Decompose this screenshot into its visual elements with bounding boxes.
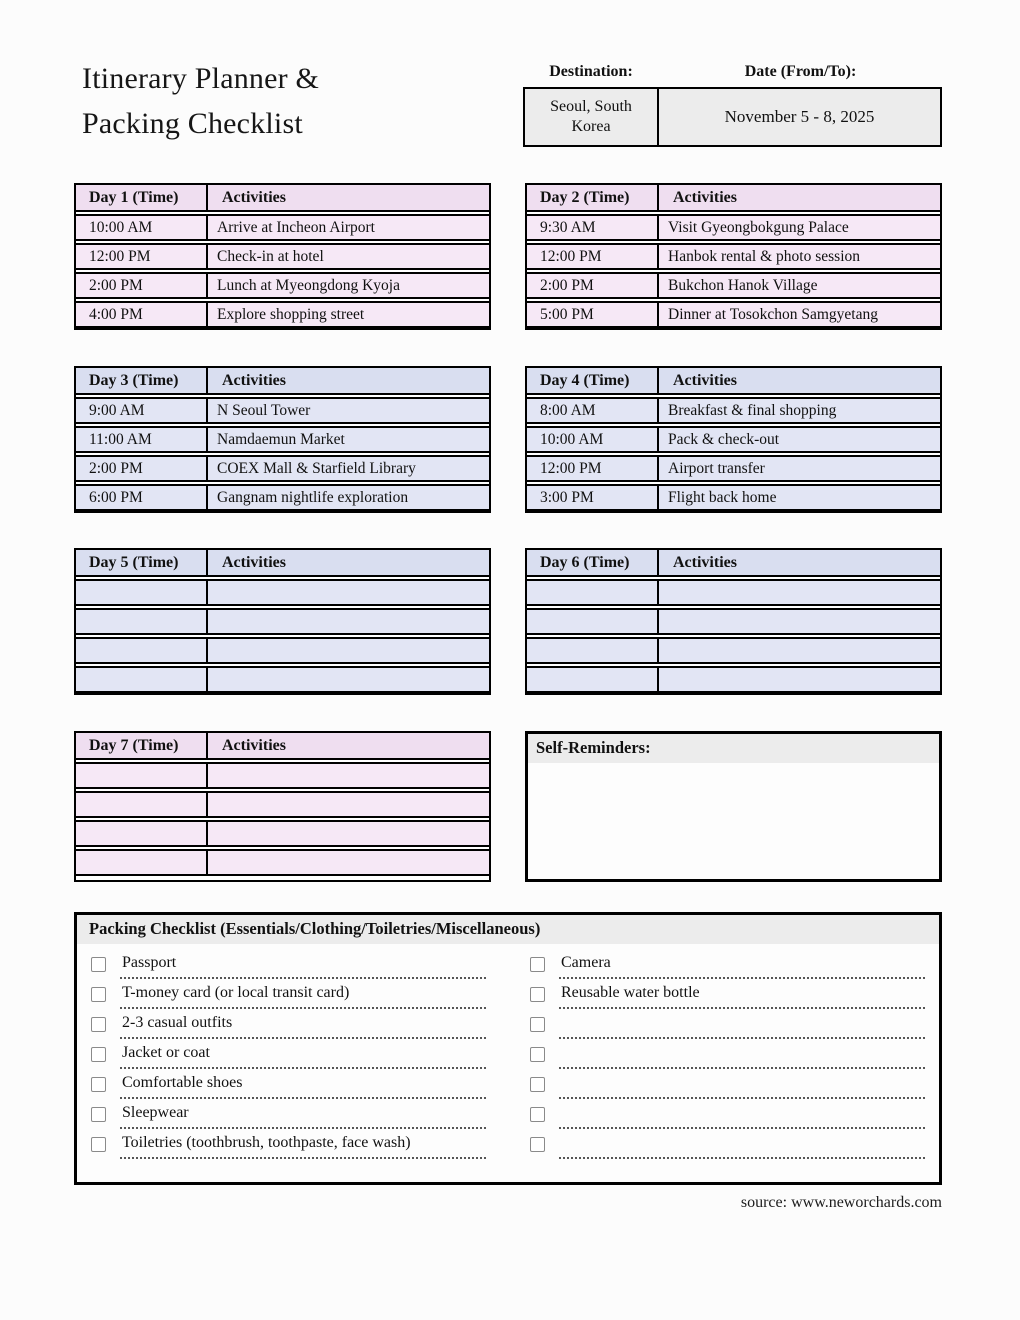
table-row bbox=[76, 820, 489, 847]
table-row bbox=[76, 426, 489, 453]
checkbox-icon[interactable] bbox=[91, 957, 106, 972]
table-row bbox=[76, 849, 489, 876]
table-row bbox=[76, 243, 489, 270]
date-value: November 5 - 8, 2025 bbox=[724, 107, 875, 126]
table-row bbox=[76, 762, 489, 789]
checkbox-icon[interactable] bbox=[530, 987, 545, 1002]
day-2-header-row bbox=[527, 185, 940, 212]
empty-activity-cell[interactable] bbox=[208, 851, 489, 874]
activity-cell: Bukchon Hanok Village bbox=[659, 274, 940, 297]
empty-activity-cell[interactable] bbox=[659, 668, 940, 691]
time-cell: 2:00 PM bbox=[76, 457, 208, 480]
packing-left-column bbox=[91, 949, 486, 1159]
empty-activity-cell[interactable] bbox=[208, 793, 489, 816]
list-item bbox=[91, 1039, 486, 1069]
empty-time-cell[interactable] bbox=[76, 668, 208, 691]
activity-cell: Check-in at hotel bbox=[208, 245, 489, 268]
day-5-header-row bbox=[76, 550, 489, 577]
empty-time-cell[interactable] bbox=[76, 764, 208, 787]
activities-header: Activities bbox=[659, 368, 940, 393]
checklist-item-label: 2-3 casual outfits bbox=[120, 1009, 486, 1039]
table-row bbox=[76, 666, 489, 693]
activity-cell: Gangnam nightlife exploration bbox=[208, 486, 489, 509]
list-item bbox=[91, 979, 486, 1009]
day-6-table bbox=[525, 548, 942, 695]
empty-activity-cell[interactable] bbox=[659, 610, 940, 633]
table-row bbox=[76, 637, 489, 664]
self-reminders-label: Self-Reminders: bbox=[528, 734, 939, 763]
day-2-title: Day 2 (Time) bbox=[527, 185, 659, 210]
empty-time-cell[interactable] bbox=[527, 639, 659, 662]
checkbox-icon[interactable] bbox=[91, 1017, 106, 1032]
destination-label: Destination: bbox=[549, 63, 633, 80]
time-cell: 12:00 PM bbox=[527, 457, 659, 480]
table-row bbox=[527, 272, 940, 299]
time-cell: 9:00 AM bbox=[76, 399, 208, 422]
day-6-title: Day 6 (Time) bbox=[527, 550, 659, 575]
time-cell: 11:00 AM bbox=[76, 428, 208, 451]
checklist-item-label: Sleepwear bbox=[120, 1099, 486, 1129]
activity-cell: Visit Gyeongbokgung Palace bbox=[659, 216, 940, 239]
trip-info-labels bbox=[523, 63, 942, 81]
day-3-title: Day 3 (Time) bbox=[76, 368, 208, 393]
activity-cell: Dinner at Tosokchon Samgyetang bbox=[659, 303, 940, 326]
empty-activity-cell[interactable] bbox=[659, 639, 940, 662]
destination-value: Seoul, South Korea bbox=[525, 89, 659, 145]
checklist-item-label: Comfortable shoes bbox=[120, 1069, 486, 1099]
source-credit: source: www.neworchards.com bbox=[740, 1194, 942, 1211]
empty-activity-cell[interactable] bbox=[659, 581, 940, 604]
empty-time-cell[interactable] bbox=[76, 851, 208, 874]
list-item bbox=[530, 1129, 925, 1159]
time-cell: 12:00 PM bbox=[527, 245, 659, 268]
checklist-item-label: Reusable water bottle bbox=[559, 979, 925, 1009]
date-label: Date (From/To): bbox=[744, 63, 857, 80]
table-row bbox=[76, 214, 489, 241]
activity-cell: Arrive at Incheon Airport bbox=[208, 216, 489, 239]
time-cell: 9:30 AM bbox=[527, 216, 659, 239]
checkbox-icon[interactable] bbox=[91, 987, 106, 1002]
list-item bbox=[530, 979, 925, 1009]
day-4-title: Day 4 (Time) bbox=[527, 368, 659, 393]
day-4-table bbox=[525, 366, 942, 513]
list-item bbox=[91, 1069, 486, 1099]
checklist-blank-line[interactable] bbox=[559, 1129, 925, 1159]
activity-cell: COEX Mall & Starfield Library bbox=[208, 457, 489, 480]
list-item bbox=[530, 1009, 925, 1039]
day-6-header-row bbox=[527, 550, 940, 577]
table-row bbox=[527, 397, 940, 424]
empty-activity-cell[interactable] bbox=[208, 822, 489, 845]
table-row bbox=[76, 272, 489, 299]
day-5-title: Day 5 (Time) bbox=[76, 550, 208, 575]
list-item bbox=[91, 949, 486, 979]
packing-right-column bbox=[530, 949, 925, 1159]
activities-header: Activities bbox=[208, 185, 489, 210]
table-row bbox=[76, 301, 489, 328]
time-cell: 4:00 PM bbox=[76, 303, 208, 326]
checklist-item-label: Toiletries (toothbrush, toothpaste, face wash) bbox=[120, 1129, 486, 1159]
time-cell: 10:00 AM bbox=[527, 428, 659, 451]
activity-cell: Pack & check-out bbox=[659, 428, 940, 451]
activities-header: Activities bbox=[208, 733, 489, 758]
time-cell: 12:00 PM bbox=[76, 245, 208, 268]
empty-activity-cell[interactable] bbox=[208, 764, 489, 787]
checkbox-icon[interactable] bbox=[530, 1047, 545, 1062]
table-row bbox=[527, 426, 940, 453]
checkbox-icon[interactable] bbox=[91, 1077, 106, 1092]
day-1-title: Day 1 (Time) bbox=[76, 185, 208, 210]
table-row bbox=[76, 579, 489, 606]
checkbox-icon[interactable] bbox=[91, 1137, 106, 1152]
empty-activity-cell[interactable] bbox=[208, 668, 489, 691]
packing-checklist-panel bbox=[74, 912, 942, 1185]
empty-activity-cell[interactable] bbox=[208, 581, 489, 604]
checklist-item-label: T-money card (or local transit card) bbox=[120, 979, 486, 1009]
list-item bbox=[530, 1069, 925, 1099]
checkbox-icon[interactable] bbox=[530, 957, 545, 972]
table-row bbox=[527, 579, 940, 606]
trip-info bbox=[523, 63, 942, 147]
checklist-blank-line[interactable] bbox=[559, 1069, 925, 1099]
time-cell: 3:00 PM bbox=[527, 486, 659, 509]
time-cell: 5:00 PM bbox=[527, 303, 659, 326]
day-1-header-row bbox=[76, 185, 489, 212]
packing-checklist-columns bbox=[77, 944, 939, 1159]
time-cell: 2:00 PM bbox=[527, 274, 659, 297]
table-row bbox=[527, 484, 940, 511]
checklist-item-label: Jacket or coat bbox=[120, 1039, 486, 1069]
time-cell: 8:00 AM bbox=[527, 399, 659, 422]
checkbox-icon[interactable] bbox=[91, 1047, 106, 1062]
time-cell: 2:00 PM bbox=[76, 274, 208, 297]
table-row bbox=[527, 637, 940, 664]
table-row bbox=[76, 791, 489, 818]
checkbox-icon[interactable] bbox=[530, 1107, 545, 1122]
table-row bbox=[527, 301, 940, 328]
checkbox-icon[interactable] bbox=[530, 1017, 545, 1032]
packing-checklist-header: Packing Checklist (Essentials/Clothing/Toiletries/Miscellaneous) bbox=[77, 915, 939, 944]
day-1-table bbox=[74, 183, 491, 330]
time-cell: 10:00 AM bbox=[76, 216, 208, 239]
day-3-header-row bbox=[76, 368, 489, 395]
day-7-title: Day 7 (Time) bbox=[76, 733, 208, 758]
activities-header: Activities bbox=[659, 185, 940, 210]
empty-time-cell[interactable] bbox=[76, 610, 208, 633]
list-item bbox=[91, 1009, 486, 1039]
trip-info-table bbox=[523, 87, 942, 147]
checklist-item-label: Passport bbox=[120, 949, 486, 979]
activity-cell: Breakfast & final shopping bbox=[659, 399, 940, 422]
table-row bbox=[76, 455, 489, 482]
table-row bbox=[527, 455, 940, 482]
day-7-table bbox=[74, 731, 491, 882]
day-3-table bbox=[74, 366, 491, 513]
empty-time-cell[interactable] bbox=[76, 793, 208, 816]
activity-cell: Lunch at Myeongdong Kyoja bbox=[208, 274, 489, 297]
day-5-table bbox=[74, 548, 491, 695]
list-item bbox=[91, 1099, 486, 1129]
day-row-1 bbox=[74, 183, 942, 330]
self-reminders-notes-area[interactable] bbox=[528, 763, 939, 879]
table-row bbox=[527, 214, 940, 241]
day-7-header-row bbox=[76, 733, 489, 760]
table-row bbox=[527, 608, 940, 635]
day-row-3 bbox=[74, 548, 942, 695]
activity-cell: N Seoul Tower bbox=[208, 399, 489, 422]
list-item bbox=[530, 1039, 925, 1069]
checkbox-icon[interactable] bbox=[91, 1107, 106, 1122]
time-cell: 6:00 PM bbox=[76, 486, 208, 509]
activity-cell: Explore shopping street bbox=[208, 303, 489, 326]
checklist-item-label: Camera bbox=[559, 949, 925, 979]
empty-time-cell[interactable] bbox=[76, 822, 208, 845]
activity-cell: Hanbok rental & photo session bbox=[659, 245, 940, 268]
empty-activity-cell[interactable] bbox=[208, 610, 489, 633]
table-row bbox=[76, 608, 489, 635]
day-row-4 bbox=[74, 731, 942, 882]
page-title-line-2: Packing Checklist bbox=[82, 107, 303, 140]
table-row bbox=[527, 243, 940, 270]
empty-time-cell[interactable] bbox=[527, 581, 659, 604]
activity-cell: Flight back home bbox=[659, 486, 940, 509]
checkbox-icon[interactable] bbox=[530, 1137, 545, 1152]
table-row bbox=[76, 484, 489, 511]
self-reminders-panel bbox=[525, 731, 942, 882]
checklist-blank-line[interactable] bbox=[559, 1039, 925, 1069]
day-4-header-row bbox=[527, 368, 940, 395]
checklist-blank-line[interactable] bbox=[559, 1009, 925, 1039]
empty-time-cell[interactable] bbox=[527, 610, 659, 633]
activity-cell: Namdaemun Market bbox=[208, 428, 489, 451]
empty-activity-cell[interactable] bbox=[208, 639, 489, 662]
table-row bbox=[76, 397, 489, 424]
activity-cell: Airport transfer bbox=[659, 457, 940, 480]
list-item bbox=[530, 949, 925, 979]
day-row-2 bbox=[74, 366, 942, 513]
day-2-table bbox=[525, 183, 942, 330]
table-row bbox=[527, 666, 940, 693]
page-title bbox=[82, 56, 319, 146]
activities-header: Activities bbox=[208, 550, 489, 575]
activities-header: Activities bbox=[659, 550, 940, 575]
empty-time-cell[interactable] bbox=[76, 639, 208, 662]
empty-time-cell[interactable] bbox=[527, 668, 659, 691]
empty-time-cell[interactable] bbox=[76, 581, 208, 604]
checklist-blank-line[interactable] bbox=[559, 1099, 925, 1129]
activities-header: Activities bbox=[208, 368, 489, 393]
list-item bbox=[530, 1099, 925, 1129]
list-item bbox=[91, 1129, 486, 1159]
checkbox-icon[interactable] bbox=[530, 1077, 545, 1092]
page-title-line-1: Itinerary Planner & bbox=[82, 62, 320, 95]
